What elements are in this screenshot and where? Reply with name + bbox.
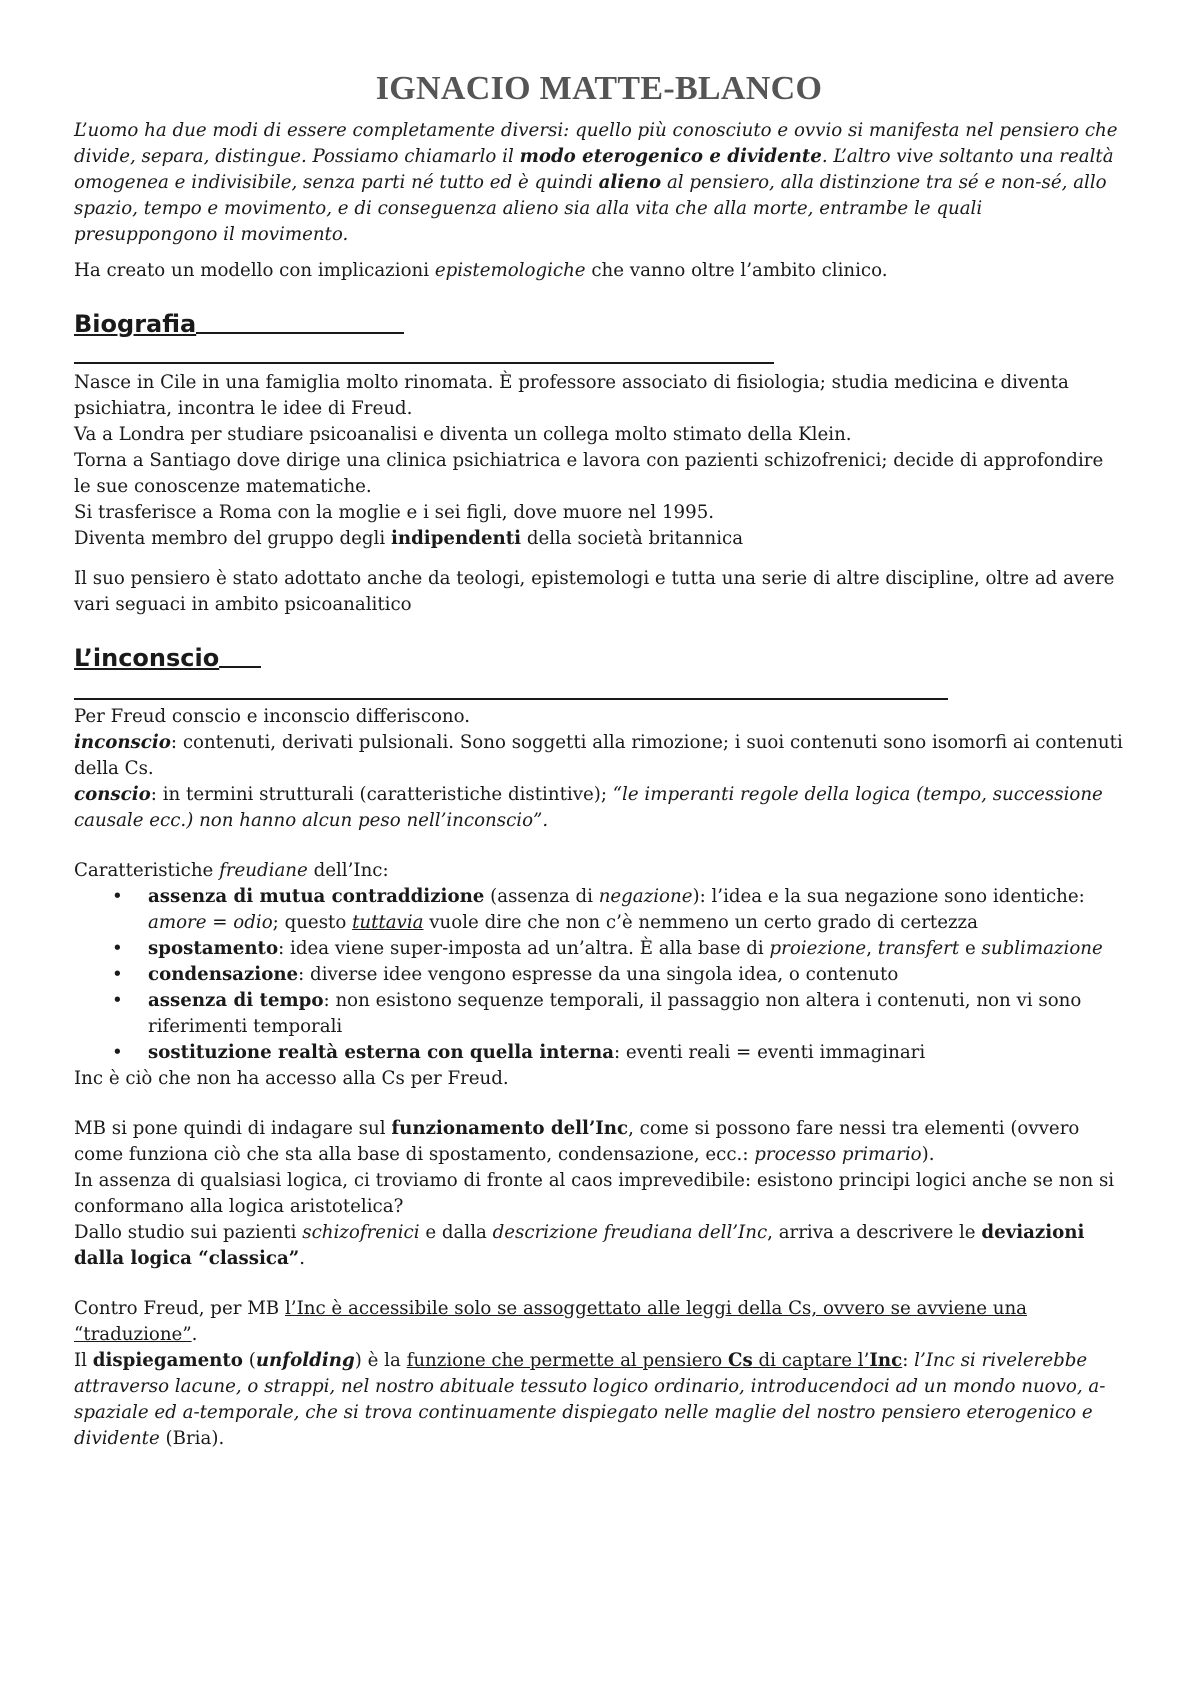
list-item-text: , [866, 938, 878, 959]
dis-text: Il [74, 1350, 93, 1371]
list-item-term: assenza di mutua contraddizione [148, 886, 485, 907]
contro-text: Contro Freud, per MB [74, 1298, 285, 1319]
list-item-text: ; questo [272, 912, 353, 933]
intro-text-2: . L’altro vive soltanto una realtà omogenea e indivisibile, senza parti né tutto ed è quindi [74, 146, 1114, 193]
list-item-italic: negazione [598, 886, 693, 907]
bio-line-3: Torna a Santiago dove dirige una clinica psichiatrica e lavora con pazienti schizofrenici; decide di approfondire le sue conoscenze matematiche. [74, 450, 1104, 497]
contro-paragraph [74, 1296, 1124, 1348]
bullet-icon: • [112, 938, 123, 959]
mb-paragraph [74, 1116, 1124, 1168]
intro-bold-2: alieno [598, 172, 662, 193]
list-item-text: (assenza di [484, 886, 599, 907]
list-item-italic: amore = odio [148, 912, 273, 933]
page-title: IGNACIO MATTE-BLANCO [375, 70, 823, 107]
bio-line-2: Va a Londra per studiare psicoanalisi e diventa un collega molto stimato della Klein. [74, 424, 852, 445]
bio-line-5 [74, 526, 1124, 552]
dallo-italic: descrizione freudiana dell’Inc [492, 1222, 768, 1243]
dis-italic: l’Inc si rivelerebbe attraverso lacune, o strappi, nel nostro abituale tessuto logico ordinario, introducendoci ad un mondo nuovo, a-spaziale ed a-temporale, che si trova continuamente dispiegato nelle maglie del nostro pensiero eterogenico e dividente [74, 1350, 1106, 1449]
characteristics-italic: freudiane [219, 860, 308, 881]
inconscio-term: inconscio [74, 732, 171, 753]
list-item-text: vuole dire che non c’è nemmeno un certo grado di certezza [423, 912, 978, 933]
contro-text: . [191, 1324, 198, 1345]
bio-line-5-text: Diventa membro del gruppo degli [74, 528, 391, 549]
dis-text: ) è la [354, 1350, 407, 1371]
list-item-text: ): l’idea e la sua negazione sono identiche: [692, 886, 1085, 907]
intro-text-1: L’uomo ha due modi di essere completamente diversi: quello più conosciuto e ovvio si manifesta nel pensiero che divide, separa, distingue. Possiamo chiamarlo il [74, 120, 1118, 167]
dispiegamento-paragraph [74, 1348, 1124, 1452]
list-item-italic: transfert [877, 938, 960, 959]
list-item-term: assenza di tempo [148, 990, 324, 1011]
list-item-text: : non esistono sequenze temporali, il passaggio non altera i contenuti, non vi sono riferimenti temporali [148, 990, 1082, 1037]
dis-bold: dispiegamento [92, 1350, 243, 1371]
list-item [112, 1040, 1124, 1066]
list-item-term: sostituzione realtà esterna con quella interna [148, 1042, 615, 1063]
conscio-term: conscio [74, 784, 151, 805]
inconscio-definition-text: : contenuti, derivati pulsionali. Sono soggetti alla rimozione; i suoi contenuti sono isomorfi ai contenuti della Cs. [74, 732, 1123, 779]
intro-paragraph [74, 118, 1124, 248]
biografia-heading-label: Biografia [74, 310, 197, 338]
inconscio-heading-label: L’inconscio [74, 644, 220, 672]
dallo-text: . [299, 1248, 306, 1269]
list-item [112, 884, 1124, 936]
list-item-italic: sublimazione [981, 938, 1103, 959]
bullet-icon: • [112, 964, 123, 985]
dallo-italic: schizofrenici [302, 1222, 420, 1243]
logic-paragraph: In assenza di qualsiasi logica, ci troviamo di fronte al caos imprevedibile: esistono principi logici anche se non si conformano alla logica aristotelica? [74, 1170, 1115, 1217]
bio-line-1: Nasce in Cile in una famiglia molto rinomata. È professore associato di fisiologia; studia medicina e diventa psichiatra, incontra le idee di Freud. [74, 372, 1069, 419]
list-item [112, 988, 1124, 1040]
intro-bold-1: modo eterogenico e dividente [519, 146, 822, 167]
model-text-2: che vanno oltre l’ambito clinico. [585, 260, 888, 281]
heading-underline [219, 666, 261, 668]
dis-text: ( [242, 1350, 256, 1371]
list-item-text: : idea viene super-imposta ad un’altra. È alla base di [278, 938, 770, 959]
list-item [112, 936, 1124, 962]
list-item-text: e [959, 938, 982, 959]
bio-line-5-bold: indipendenti [390, 528, 522, 549]
model-italic: epistemologiche [434, 260, 586, 281]
conscio-definition [74, 782, 1124, 834]
list-item-term: condensazione [148, 964, 299, 985]
mb-italic: processo primario [754, 1144, 922, 1165]
dis-bold-italic: unfolding [255, 1350, 355, 1371]
model-paragraph [74, 258, 1124, 284]
list-item-term: spostamento [148, 938, 279, 959]
characteristics-list [74, 884, 1124, 1066]
characteristics-text: Caratteristiche [74, 860, 220, 881]
conscio-definition-text: : in termini strutturali (caratteristiche distintive); [150, 784, 613, 805]
mb-text: ). [921, 1144, 935, 1165]
model-text-1: Ha creato un modello con implicazioni [74, 260, 435, 281]
bullet-icon: • [112, 990, 123, 1011]
mb-bold: funzionamento dell’Inc [391, 1118, 629, 1139]
conscio-quote: “le imperanti regole della logica (tempo, successione causale ecc.) non hanno alcun peso nell’inconscio”. [74, 784, 1103, 831]
dallo-bold: deviazioni dalla logica “classica” [74, 1222, 1085, 1269]
dis-underlined: funzione che permette al pensiero [406, 1350, 728, 1371]
list-item-text: : diverse idee vengono espresse da una singola idea, o contenuto [298, 964, 899, 985]
bio-paragraph-2: Il suo pensiero è stato adottato anche da teologi, epistemologi e tutta una serie di altre discipline, oltre ad avere vari seguaci in ambito psicoanalitico [74, 568, 1115, 615]
list-item [112, 962, 1124, 988]
section-heading-biografia [74, 308, 1124, 340]
bullet-icon: • [112, 1042, 123, 1063]
bio-line-4: Si trasferisce a Roma con la moglie e i sei figli, dove muore nel 1995. [74, 502, 715, 523]
intro-text-3: al pensiero, alla distinzione tra sé e non-sé, allo spazio, tempo e movimento, e di conseguenza alieno sia alla vita che alla morte, entrambe le quali presuppongono il movimento. [74, 172, 1107, 245]
inconscio-definition [74, 730, 1124, 782]
list-item-italic: proiezione [769, 938, 867, 959]
dis-underlined-bold: Cs [727, 1350, 753, 1371]
document-body [74, 70, 1124, 1452]
dis-underlined: di captare l’ [752, 1350, 870, 1371]
bio-line-5-tail: della società britannica [521, 528, 744, 549]
mb-text: MB si pone quindi di indagare sul [74, 1118, 392, 1139]
section-heading-inconscio [74, 642, 1124, 674]
dallo-paragraph [74, 1220, 1124, 1272]
heading-underline [196, 332, 404, 334]
dis-text: (Bria). [159, 1428, 225, 1449]
list-item-text: : eventi reali = eventi immaginari [614, 1042, 926, 1063]
dallo-text: e dalla [419, 1222, 493, 1243]
contro-underlined: l’Inc è accessibile solo se assoggettato alle leggi della Cs, ovvero se avviene una “traduzione” [74, 1298, 1028, 1345]
dallo-text: , arriva a descrivere le [767, 1222, 982, 1243]
inconscio-line-1: Per Freud conscio e inconscio differiscono. [74, 706, 471, 727]
mb-text: , come si possono fare nessi tra elementi (ovvero come funziona ciò che sta alla base di spostamento, condensazione, ecc.: [74, 1118, 1080, 1165]
dis-text: : [902, 1350, 915, 1371]
bullet-icon: • [112, 886, 123, 907]
characteristics-tail: dell’Inc: [307, 860, 389, 881]
dallo-text: Dallo studio sui pazienti [74, 1222, 303, 1243]
inconscio-closing: Inc è ciò che non ha accesso alla Cs per Freud. [74, 1068, 509, 1089]
characteristics-intro [74, 858, 1124, 884]
list-item-underlined: tuttavia [352, 912, 424, 933]
dis-underlined-bold: Inc [869, 1350, 903, 1371]
